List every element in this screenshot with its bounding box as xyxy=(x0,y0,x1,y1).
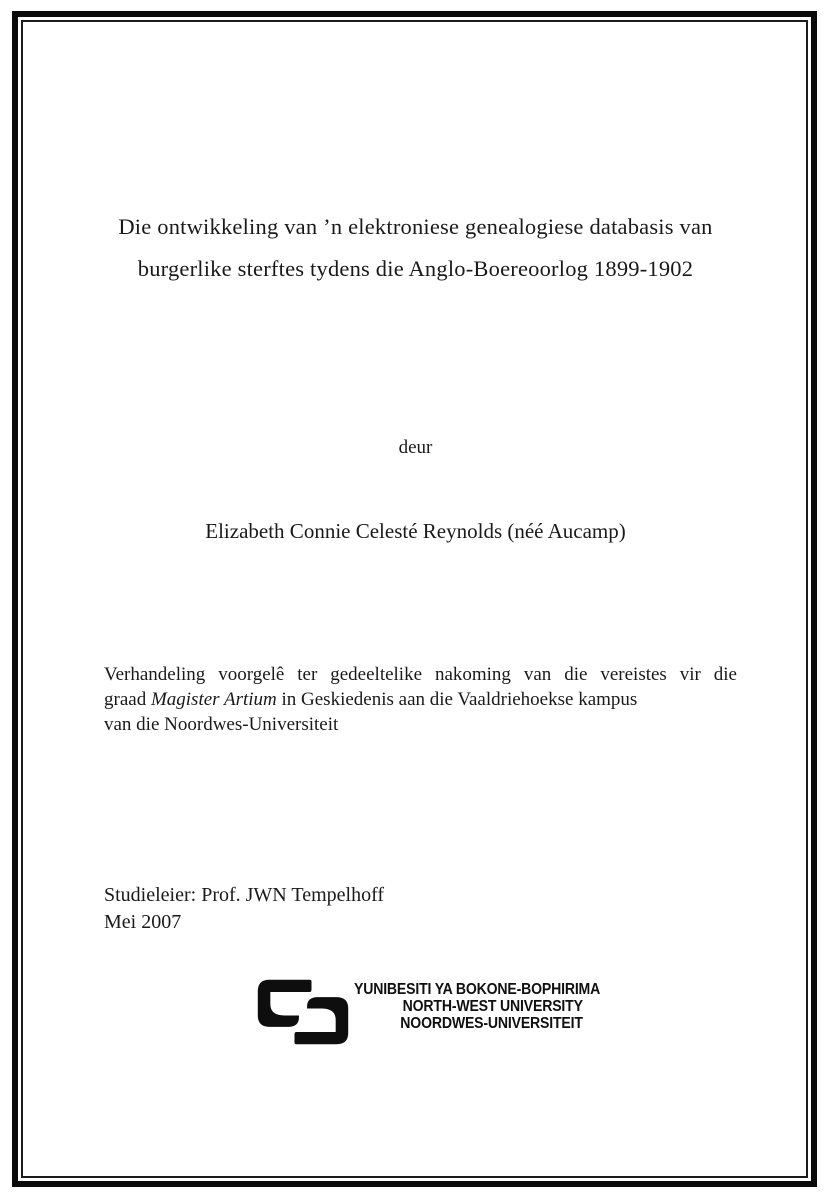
byline-label: deur xyxy=(398,437,433,458)
submission-line-2 xyxy=(104,687,737,712)
thesis-title-line-1: Die ontwikkeling van ’n elektroniese genealogiese databasis van xyxy=(118,214,713,239)
supervisor-line: Studieleier: Prof. JWN Tempelhoff xyxy=(104,884,385,906)
university-name-afrikaans: NOORDWES-UNIVERSITEIT xyxy=(400,1015,583,1032)
submission-line-2-prefix: graad xyxy=(104,689,151,710)
nwu-interlocked-links-icon xyxy=(256,978,350,1046)
thesis-title-line-2: burgerlike sterftes tydens die Anglo-Boereoorlog 1899-1902 xyxy=(137,256,694,281)
submission-line-2-suffix: in Geskiedenis aan die Vaaldriehoekse kampus xyxy=(276,689,638,710)
supervisor-block xyxy=(104,882,384,936)
university-name-setswana: YUNIBESITI YA BOKONE-BOPHIRIMA xyxy=(354,981,601,998)
author-name: Elizabeth Connie Celesté Reynolds (néé Aucamp) xyxy=(205,519,626,543)
submission-line-3: van die Noordwes-Universiteit xyxy=(104,714,339,735)
degree-name-italic: Magister Artium xyxy=(150,689,277,710)
date-line: Mei 2007 xyxy=(104,911,182,933)
university-name-english: NORTH-WEST UNIVERSITY xyxy=(402,998,583,1015)
submission-line-1: Verhandeling voorgelê ter gedeeltelike nakoming van die vereistes vir die xyxy=(104,664,737,685)
university-name-block xyxy=(354,981,601,1032)
submission-statement xyxy=(104,662,737,737)
university-logo xyxy=(256,978,614,1046)
